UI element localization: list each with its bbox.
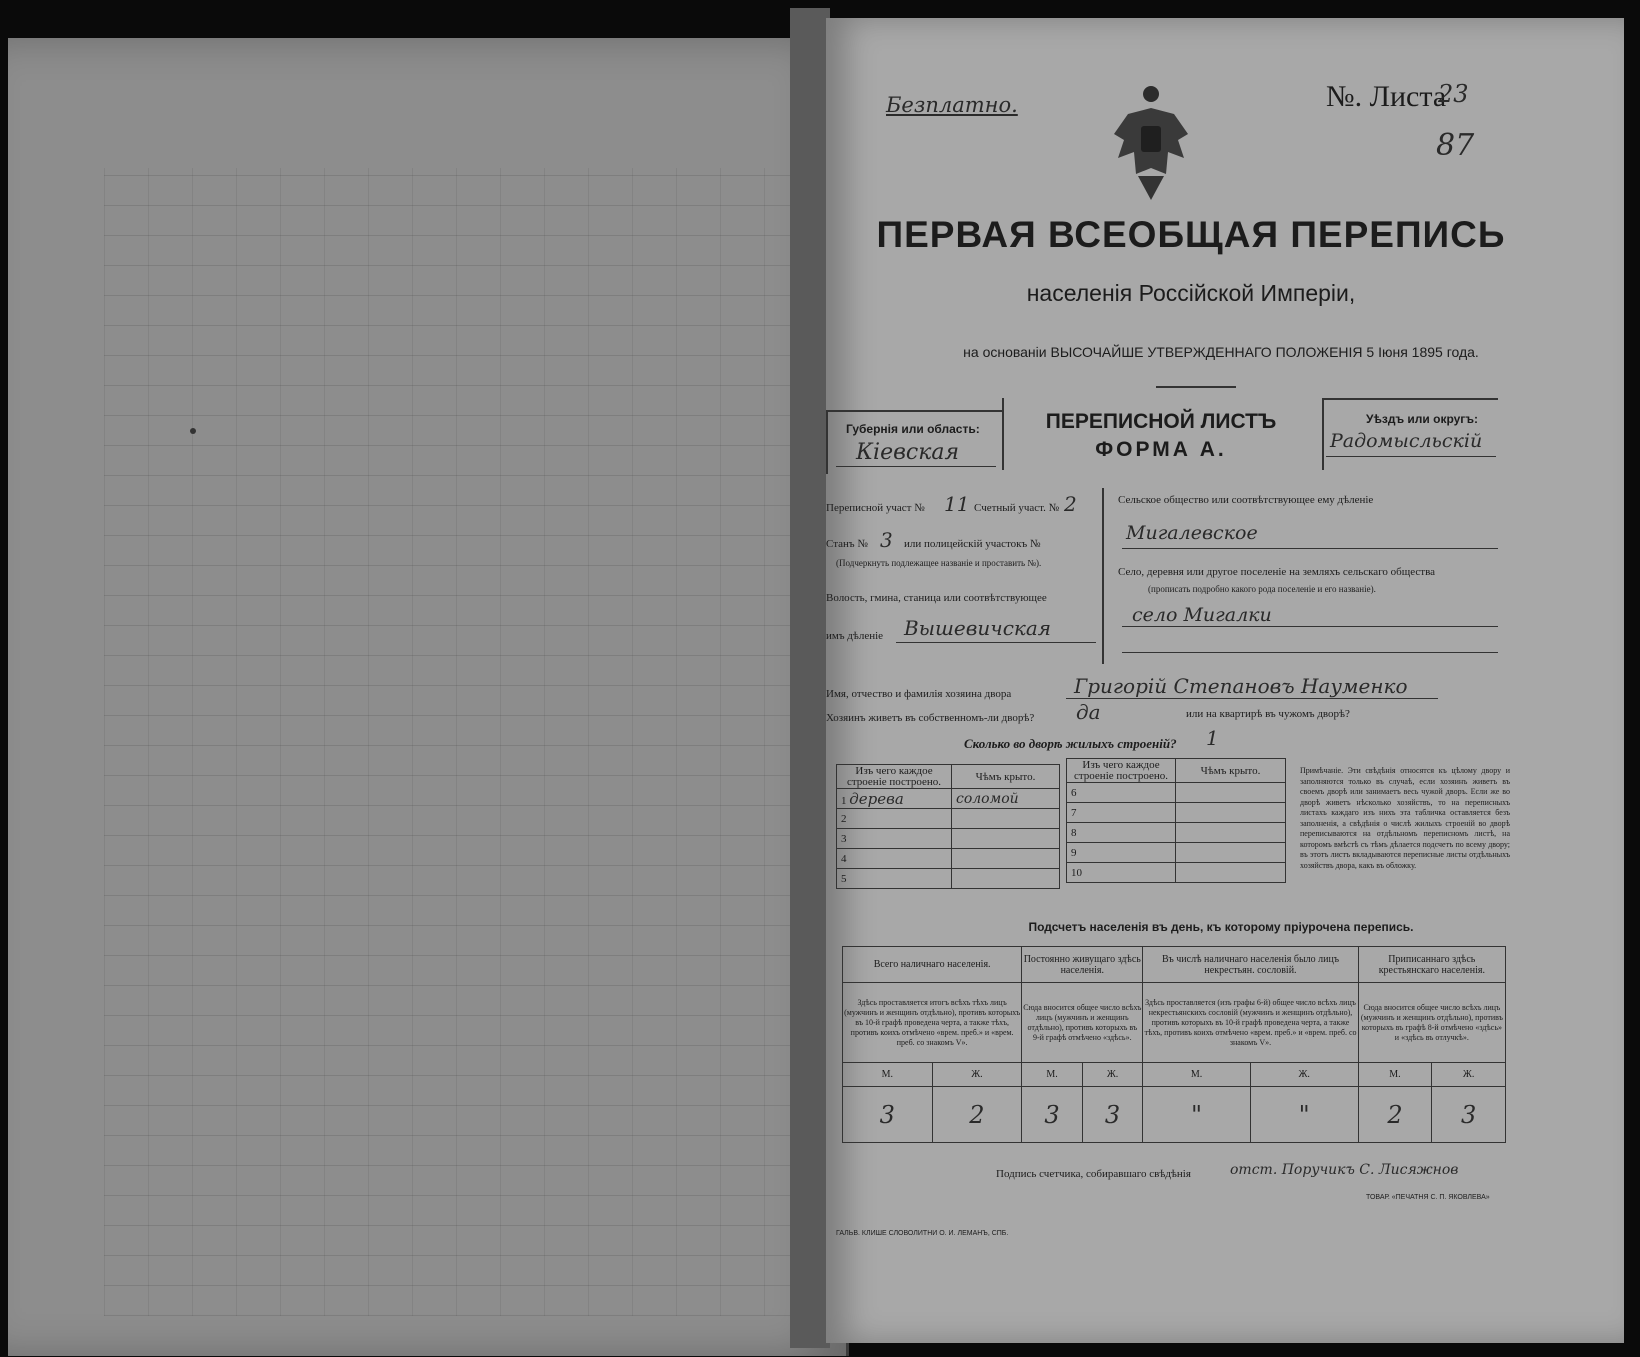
total-male: 3	[843, 1087, 933, 1143]
volost-value: Вышевичская	[904, 616, 1052, 640]
nonpeasant-female: "	[1250, 1087, 1358, 1143]
roof-cell: соломой	[952, 789, 1060, 809]
buildings-note: Примѣчаніе. Эти свѣдѣнія относятся къ цѣлому двору и заполняются только въ случаѣ, если хозяинъ живетъ въ своемъ дворѣ или занимаетъ весь чужой дворъ. Если же во дворѣ живетъ нѣсколько хозяйствъ, то на переписныхъ листахъ каждаго изъ нихъ эта табличка оставляется безъ заполненія, а свѣдѣнія о числѣ жилыхъ строеній во дворѣ переписываются на отдѣльномъ переписномъ листѣ, на которомъ вмѣстѣ съ тѣмъ дѣлается подсчетъ по всему двору; въ этотъ листъ вкладываются переписные листы отдѣльныхъ хозяйствъ двора, какъ въ обложку.	[1300, 766, 1510, 870]
society-value: Мигалевское	[1126, 522, 1258, 544]
volost-label: Волость, гмина, станица или соотвѣтствующее	[826, 592, 1047, 604]
roof-header: Чѣмъ крыто.	[952, 765, 1060, 789]
buildings-label: Сколько во дворѣ жилыхъ строеній?	[964, 736, 1177, 751]
form-main-title: ПЕРВАЯ ВСЕОБЩАЯ ПЕРЕПИСЬ	[876, 214, 1506, 255]
own-yard-label: Хозяинъ живетъ въ собственномъ-ли дворѣ?	[826, 712, 1035, 724]
female-header: Ж.	[1432, 1063, 1506, 1087]
form-subtitle: населенія Россійской Имперіи,	[1026, 280, 1356, 306]
table-row: 10	[1067, 863, 1176, 883]
material-header: Изъ чего каждое строеніе построено.	[1067, 759, 1176, 783]
police-note: (Подчеркнуть подлежащее названіе и проставить №).	[836, 558, 1042, 568]
population-summary-table	[842, 946, 1506, 1143]
female-header: Ж.	[1250, 1063, 1358, 1087]
book-spine	[790, 8, 830, 1348]
printer-right: ТОВАР. «ПЕЧАТНЯ С. П. ЯКОВЛЕВА»	[1366, 1194, 1490, 1201]
summary-head-total: Всего наличнаго населенія.	[843, 947, 1022, 983]
census-area-label: Переписной участ №	[826, 502, 925, 514]
stan-label: Станъ №	[826, 538, 868, 550]
nonpeasant-male: "	[1143, 1087, 1250, 1143]
volost-label-2: имъ дѣленіе	[826, 630, 884, 642]
buildings-table-left	[836, 764, 1060, 889]
roof-header: Чѣмъ крыто.	[1176, 759, 1286, 783]
district-label: Уѣздъ или округъ:	[1366, 412, 1479, 426]
table-row: 1 дерева	[837, 789, 952, 809]
police-label: или полицейскій участокъ №	[904, 538, 1041, 550]
summary-desc: Сюда вносится общее число всѣхъ лицъ (мужчинъ и женщинъ отдѣльно), противъ которыхъ въ 9-й графѣ отмѣчено «здѣсь».	[1022, 983, 1143, 1063]
printer-left: ГАЛЬВ. КЛИШЕ СЛОВОЛИТНИ О. И. ЛЕМАНЪ, СПБ.	[836, 1230, 1009, 1237]
society-label: Сельское общество или соотвѣтствующее ему дѣленіе	[1118, 494, 1374, 506]
form-subtitle-label: ФОРМА А.	[1095, 438, 1227, 461]
signature-label: Подпись счетчика, собиравшаго свѣдѣнія	[996, 1168, 1191, 1180]
female-header: Ж.	[932, 1063, 1022, 1087]
female-header: Ж.	[1082, 1063, 1143, 1087]
province-label: Губернія или область:	[846, 422, 980, 436]
owner-name-value: Григорій Степановъ Науменко	[1074, 674, 1408, 698]
total-female: 2	[932, 1087, 1022, 1143]
sheet-number-value: 23	[1438, 80, 1469, 108]
count-area-label: Счетный участ. №	[974, 502, 1060, 514]
rent-label: или на квартирѣ въ чужомъ дворѣ?	[1186, 708, 1350, 720]
buildings-table-right	[1066, 758, 1286, 883]
form-title: ПЕРЕПИСНОЙ ЛИСТЪ	[1045, 410, 1277, 433]
free-label: Безплатно.	[886, 93, 1018, 117]
resident-female: 3	[1082, 1087, 1143, 1143]
table-row: 7	[1067, 803, 1176, 823]
block-divider	[1102, 488, 1104, 664]
table-row: 3	[837, 829, 952, 849]
imperial-eagle-emblem	[1108, 80, 1194, 209]
table-row: 4	[837, 849, 952, 869]
summary-head-nonpeasant: Въ числѣ наличнаго населенія было лицъ некрестьян. сословій.	[1143, 947, 1358, 983]
own-yard-value: да	[1076, 700, 1101, 724]
summary-desc: Здѣсь проставляется (изъ графы 6-й) общее число всѣхъ лицъ некрестьянскихъ сословій (мужчинъ и женщинъ отдѣльно), противъ которыхъ въ 10-й графѣ проведена черта, а также тѣхъ, противъ коихъ отмѣчено «врем. преб.» и «врем. преб. со знакомъ V».	[1143, 983, 1358, 1063]
summary-desc: Здѣсь проставляется итогъ всѣхъ тѣхъ лицъ (мужчинъ и женщинъ отдѣльно), противъ которыхъ въ 10-й графѣ проведена черта, а также тѣхъ, противъ коихъ отмѣчено «врем. преб.» и «врем. преб. со знакомъ V».	[843, 983, 1022, 1063]
registered-female: 3	[1432, 1087, 1506, 1143]
table-row: 2	[837, 809, 952, 829]
ink-dot	[190, 428, 196, 434]
summary-desc: Сюда вносится общее число всѣхъ лицъ (мужчинъ и женщинъ отдѣльно), противъ которыхъ въ графѣ 8-й отмѣчено «здѣсь» и «здѣсь въ отлучкѣ».	[1358, 983, 1505, 1063]
summary-title: Подсчетъ населенія въ день, къ которому пріурочена перепись.	[1028, 920, 1414, 934]
owner-name-label: Имя, отчество и фамилія хозяина двора	[826, 688, 1012, 700]
male-header: М.	[1022, 1063, 1083, 1087]
material-header: Изъ чего каждое строеніе построено.	[837, 765, 952, 789]
village-note: (прописать подробно какого рода поселеніе и его названіе).	[1148, 584, 1376, 594]
district-value: Радомысльскій	[1330, 430, 1483, 452]
census-form-page	[826, 18, 1624, 1343]
form-basis: на основаніи ВЫСОЧАЙШЕ УТВЕРЖДЕННАГО ПОЛОЖЕНІЯ 5 Іюня 1895 года.	[963, 344, 1479, 360]
ornament-divider	[1156, 386, 1236, 388]
table-row: 9	[1067, 843, 1176, 863]
census-area-value: 11	[944, 492, 970, 516]
table-row: 6	[1067, 783, 1176, 803]
resident-male: 3	[1022, 1087, 1083, 1143]
village-label: Село, деревня или другое поселеніе на земляхъ сельскаго общества	[1118, 566, 1436, 578]
male-header: М.	[843, 1063, 933, 1087]
archive-number: 87	[1436, 128, 1475, 163]
count-area-value: 2	[1064, 492, 1077, 516]
province-value: Кіевская	[856, 440, 960, 465]
signature-value: отст. Поручикъ С. Лисяжнов	[1230, 1162, 1459, 1178]
registered-male: 2	[1358, 1087, 1432, 1143]
summary-head-registered: Приписаннаго здѣсь крестьянскаго населенія.	[1358, 947, 1505, 983]
summary-head-resident: Постоянно живущаго здѣсь населенія.	[1022, 947, 1143, 983]
male-header: М.	[1143, 1063, 1250, 1087]
village-value: село Мигалки	[1132, 604, 1272, 626]
male-header: М.	[1358, 1063, 1432, 1087]
table-row: 5	[837, 869, 952, 889]
ruled-grid	[104, 168, 810, 1316]
table-row: 8	[1067, 823, 1176, 843]
left-page	[8, 38, 849, 1356]
buildings-value: 1	[1206, 726, 1219, 750]
stan-value: 3	[880, 528, 893, 552]
sheet-number-label: №. Листа	[1326, 80, 1447, 113]
